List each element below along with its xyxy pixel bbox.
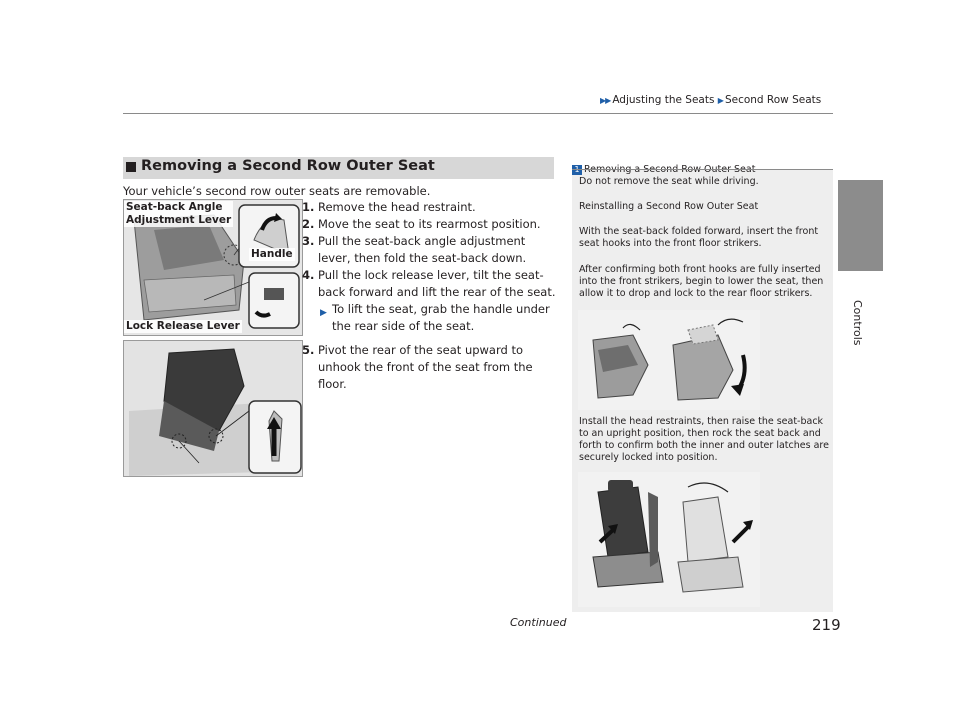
figure-seat-pivot bbox=[123, 340, 303, 477]
chapter-label: Controls bbox=[851, 300, 864, 346]
breadcrumb-second-row-seats[interactable]: Second Row Seats bbox=[724, 94, 822, 106]
figure-seat-latch bbox=[578, 472, 760, 607]
breadcrumb bbox=[600, 94, 821, 106]
note-heading bbox=[572, 157, 833, 176]
seat-reinstall-illustration bbox=[578, 310, 760, 410]
section-heading-text: Removing a Second Row Outer Seat bbox=[141, 158, 435, 174]
step-5: 5. Pivot the rear of the seat upward to unhook the front of the seat from the floor. bbox=[302, 343, 533, 391]
procedure-steps bbox=[302, 199, 556, 393]
step-4-sub: ▶ To lift the seat, grab the handle under the rear side of the seat. bbox=[320, 302, 550, 333]
note-number-icon bbox=[572, 165, 582, 175]
label-handle: Handle bbox=[251, 248, 293, 260]
header-divider bbox=[123, 113, 833, 114]
note-para-3: With the seat-back folded forward, insert the front seat hooks into the front floor strikers. bbox=[579, 226, 819, 249]
step-3: 3. Pull the seat-back angle adjustment lever, then fold the seat-back down. bbox=[302, 234, 527, 265]
arrow-icon: ▶ bbox=[320, 308, 327, 318]
double-arrow-icon: ▶▶ bbox=[600, 96, 611, 105]
note-para-1: Do not remove the seat while driving. bbox=[579, 176, 759, 187]
page-number: 219 bbox=[812, 616, 841, 634]
note-divider bbox=[572, 169, 833, 170]
arrow-icon: ▶ bbox=[717, 96, 723, 105]
label-lock-release-lever: Lock Release Lever bbox=[126, 320, 240, 332]
intro-text: Your vehicle’s second row outer seats are removable. bbox=[123, 184, 431, 198]
step-4: 4. Pull the lock release lever, tilt the seat-back forward and lift the rear of the seat. bbox=[302, 268, 556, 299]
label-seat-back-angle: Seat-back Angle Adjustment Lever bbox=[126, 201, 232, 226]
step-1: 1. Remove the head restraint. bbox=[302, 200, 476, 214]
seat-latch-illustration bbox=[578, 472, 760, 607]
breadcrumb-adjusting-seats[interactable]: Adjusting the Seats bbox=[612, 94, 715, 106]
note-para-4: After confirming both front hooks are fully inserted into the front strikers, begin to lower the seat, then allow it to drop and lock to the rear floor strikers. bbox=[579, 264, 824, 299]
section-heading bbox=[123, 157, 554, 179]
step-2: 2. Move the seat to its rearmost position. bbox=[302, 217, 541, 231]
note-para-2: Reinstalling a Second Row Outer Seat bbox=[579, 201, 759, 212]
section-bullet-icon bbox=[126, 162, 136, 172]
note-para-5: Install the head restraints, then raise the seat-back to an upright position, then rock the seat back and forth to confirm both the inner and outer latches are securely locked into position. bbox=[579, 416, 829, 463]
continued-label: Continued bbox=[510, 616, 567, 629]
seat-pivot-illustration bbox=[124, 341, 302, 476]
chapter-tab bbox=[838, 180, 883, 271]
figure-seat-reinstall bbox=[578, 310, 760, 410]
